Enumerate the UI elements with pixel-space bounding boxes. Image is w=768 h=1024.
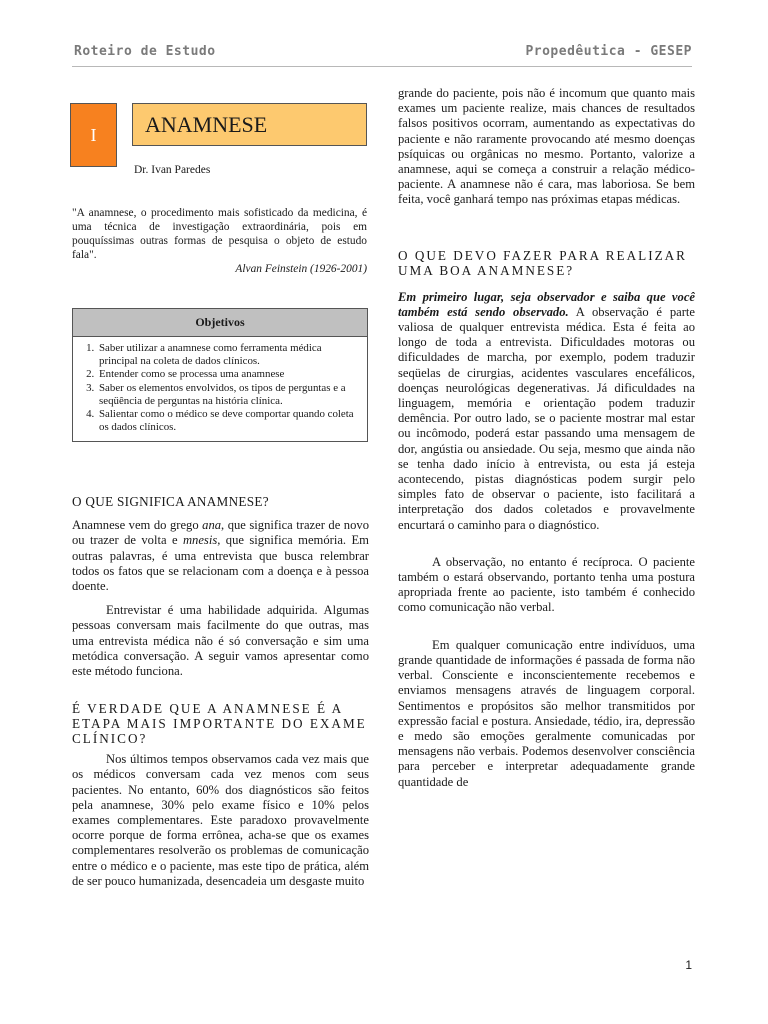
chapter-number-box: I [70, 103, 117, 167]
objective-item: 2. Entender como se processa uma anamnese [97, 368, 361, 381]
running-header-left: Roteiro de Estudo [74, 44, 216, 59]
page-number: 1 [685, 958, 692, 972]
section-title-fazer: O QUE DEVO FAZER PARA REALIZAR UMA BOA ANAMNESE? [398, 247, 687, 278]
objective-item: 3. Saber os elementos envolvidos, os tipos de perguntas e a seqüência de perguntas na história clínica. [97, 382, 361, 408]
section-title-significa: O QUE SIGNIFICA ANAMNESE? [72, 494, 269, 509]
objectives-title: Objetivos [73, 309, 367, 337]
quote-text: "A anamnese, o procedimento mais sofisticado da medicina, é uma técnica de investigação extraordinária, pois em pouquíssimas outras formas de pesquisa o objeto de estudo fala". [72, 207, 367, 261]
paragraph: Nos últimos tempos observamos cada vez mais que os médicos conversam cada vez menos com seus pacientes. No entanto, 60% dos diagnósticos são feitos pela anamnese, 30% pelo exame físico e 10% pelos exames complementares. Este paradoxo provavelmente ocorre porque de forma errônea, acha-se que os exames complementares resolverão os problemas de comunicação entre o médico e o paciente, mas este tipo de prática, além de ser pouco humanizada, desencadeia um desgaste muito [72, 752, 369, 888]
right-column [398, 86, 695, 790]
objective-item: 4. Salientar como o médico se deve comportar quando coleta os dados clínicos. [97, 408, 361, 434]
section-title-verdade: É VERDADE QUE A ANAMNESE É A ETAPA MAIS IMPORTANTE DO EXAME CLÍNICO? [72, 701, 367, 747]
paragraph: grande do paciente, pois não é incomum que quanto mais exames um paciente realize, mais chances de resultados falsos positivos ocorram, aumentando as expectativas do paciente e não raramente provocando até mesmo doenças psíquicas ou orgânicas no mesmo. Portanto, valorize a anamnese, aqui se começa a construir a relação médico-paciente. A anamnese não é cara, mas laboriosa. Se bem feita, você ganhará tempo nas próximas etapas médicas. [398, 86, 695, 207]
objective-item: 1. Saber utilizar a anamnese como ferramenta médica principal na coleta de dados clínicos. [97, 342, 361, 368]
epigraph-quote [72, 206, 367, 276]
header-rule [72, 66, 692, 67]
running-header-right: Propedêutica - GESEP [525, 44, 692, 59]
objectives-list [73, 342, 361, 434]
paragraph: Anamnese vem do grego ana, que significa trazer de novo ou trazer de volta e mnesis, que significa memória. Em outras palavras, é uma entrevista que busca relembrar todos os fatos que se relacionam com a doença e à pessoa doente. [72, 518, 369, 594]
chapter-author: Dr. Ivan Paredes [134, 164, 211, 176]
left-column [72, 494, 369, 889]
paragraph: Em qualquer comunicação entre indivíduos, uma grande quantidade de informações é passada de forma não verbal. Consciente e inconscientemente recebemos e enviamos mensagens através de linguagem corporal. Sentimentos e propósitos são melhor transmitidos por expressão facial e postura. Ansiedade, tédio, ira, depressão e medo são emoções geralmente comunicadas por mensagens não verbais. Podemos desenvolver consciência para perceber e interpretar adequadamente grande quantidade de [398, 637, 695, 789]
chapter-title: ANAMNESE [132, 103, 367, 146]
paragraph: Em primeiro lugar, seja observador e saiba que você também está sendo observado. A observação é parte valiosa de qualquer entrevista médica. Esta é feita ao longo de toda a entrevista. Dificuldades motoras ou dificuldades de marcha, por exemplo, podem traduzir seqüelas de cirurgias, acidentes vasculares encefálicos, doenças neurológicas degenerativas. Já dificuldades na linguagem, memória e orientação podem traduzir demência. Por outro lado, se o paciente mostrar mal estar ou incômodo, poderá estar passando uma mensagem de dor, angústia ou ansiedade. Ou seja, mesmo que ainda não se tenha dado início à entrevista, ou esta já esteja acontecendo, pistas diagnósticas podem surgir pelo simples fato de observar o paciente, isto facilitará a interpretação dos dados coletados e provavelmente encurtará o caminho para o diagnóstico. [398, 289, 695, 532]
quote-citation: Alvan Feinstein (1926-2001) [235, 263, 367, 275]
paragraph: Entrevistar é uma habilidade adquirida. Algumas pessoas conversam mais facilmente do que outras, mas uma entrevista médica não é só conversação e sim uma metódica conversação. A seguir vamos apresentar como este método funciona. [72, 603, 369, 679]
paragraph: A observação, no entanto é recíproca. O paciente também o estará observando, portanto tenha uma postura apropriada frente ao paciente, isto também é conhecido como comunicação não verbal. [398, 554, 695, 615]
objectives-box [72, 308, 368, 442]
